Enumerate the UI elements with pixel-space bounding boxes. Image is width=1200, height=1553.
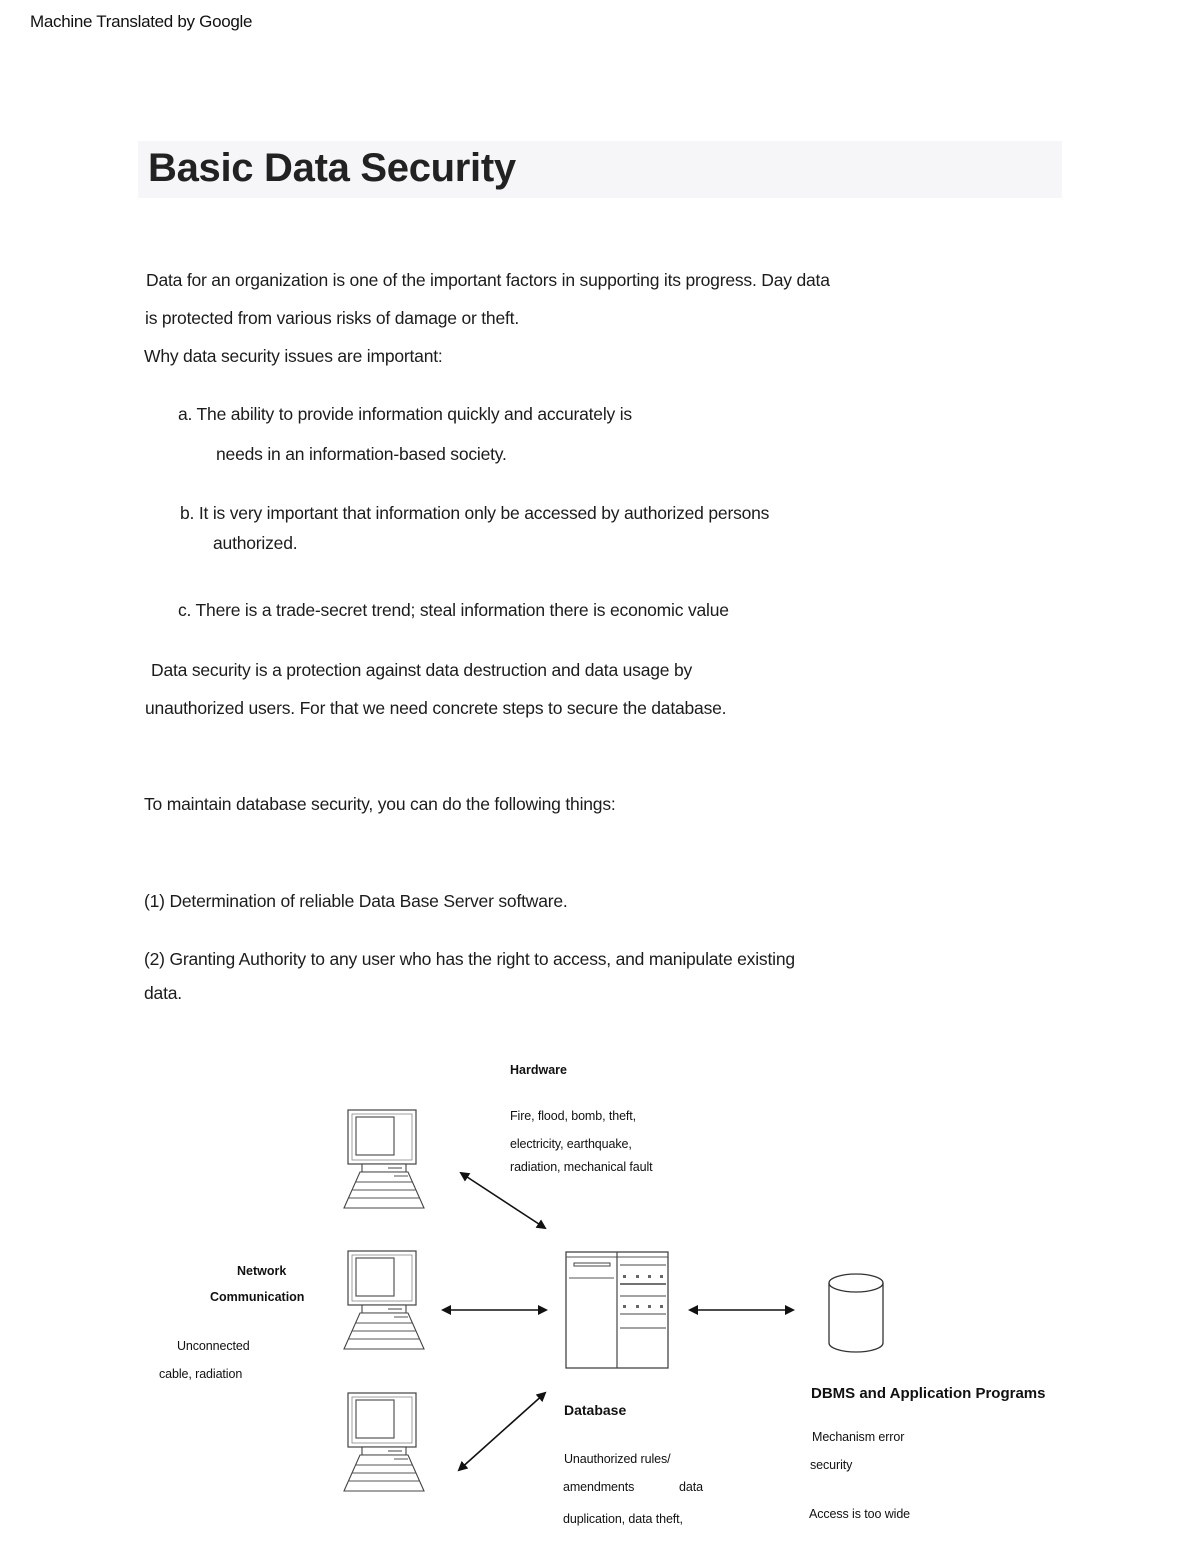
- reason-a-line-1: a. The ability to provide information quickly and accurately is: [178, 404, 632, 424]
- computer-icon-middle: [344, 1251, 424, 1349]
- database-threat-2b: data: [679, 1480, 703, 1494]
- network-label-1: Network: [237, 1264, 287, 1278]
- step-2-line-2: data.: [144, 983, 182, 1003]
- dbms-threat-2: security: [810, 1458, 853, 1472]
- definition-line-2: unauthorized users. For that we need concrete steps to secure the database.: [145, 698, 727, 718]
- reason-a-line-2: needs in an information-based society.: [216, 444, 507, 464]
- reason-b-line-2: authorized.: [213, 533, 298, 553]
- reason-b-line-1: b. It is very important that information only be accessed by authorized persons: [180, 503, 770, 523]
- network-label-2: Communication: [210, 1290, 305, 1304]
- arrow-database: [459, 1393, 545, 1470]
- dbms-threat-1: Mechanism error: [812, 1430, 905, 1444]
- hardware-label: Hardware: [510, 1063, 567, 1077]
- database-cylinder-icon: [829, 1274, 883, 1352]
- database-threat-1: Unauthorized rules/: [564, 1452, 671, 1466]
- intro-line-2: is protected from various risks of damage or theft.: [145, 308, 519, 328]
- hardware-threat-1: Fire, flood, bomb, theft,: [510, 1109, 637, 1123]
- hardware-threat-2: electricity, earthquake,: [510, 1137, 632, 1151]
- hardware-threat-3: radiation, mechanical fault: [510, 1160, 653, 1174]
- server-icon: [566, 1252, 668, 1368]
- computer-icon-bottom: [344, 1393, 424, 1491]
- network-threat-1: Unconnected: [177, 1339, 250, 1353]
- step-1: (1) Determination of reliable Data Base Server software.: [144, 891, 568, 911]
- machine-translation-banner: Machine Translated by Google: [30, 12, 253, 31]
- network-threat-2: cable, radiation: [159, 1367, 243, 1381]
- computer-icon-top: [344, 1110, 424, 1208]
- database-threat-2a: amendments: [563, 1480, 635, 1494]
- database-label: Database: [564, 1402, 627, 1418]
- intro-line-1: Data for an organization is one of the important factors in supporting its progress. Day data: [146, 270, 830, 290]
- dbms-threat-3: Access is too wide: [809, 1507, 911, 1521]
- arrow-hardware: [461, 1173, 545, 1228]
- definition-line-1: Data security is a protection against data destruction and data usage by: [151, 660, 693, 680]
- database-threat-3: duplication, data theft,: [563, 1512, 683, 1526]
- dbms-label: DBMS and Application Programs: [811, 1385, 1046, 1402]
- intro-line-3: Why data security issues are important:: [144, 346, 443, 366]
- reason-c-line-1: c. There is a trade-secret trend; steal information there is economic value: [178, 600, 729, 620]
- step-2-line-1: (2) Granting Authority to any user who has the right to access, and manipulate existing: [144, 949, 795, 969]
- page-title: Basic Data Security: [148, 146, 516, 190]
- maintain-heading: To maintain database security, you can do the following things:: [144, 794, 616, 814]
